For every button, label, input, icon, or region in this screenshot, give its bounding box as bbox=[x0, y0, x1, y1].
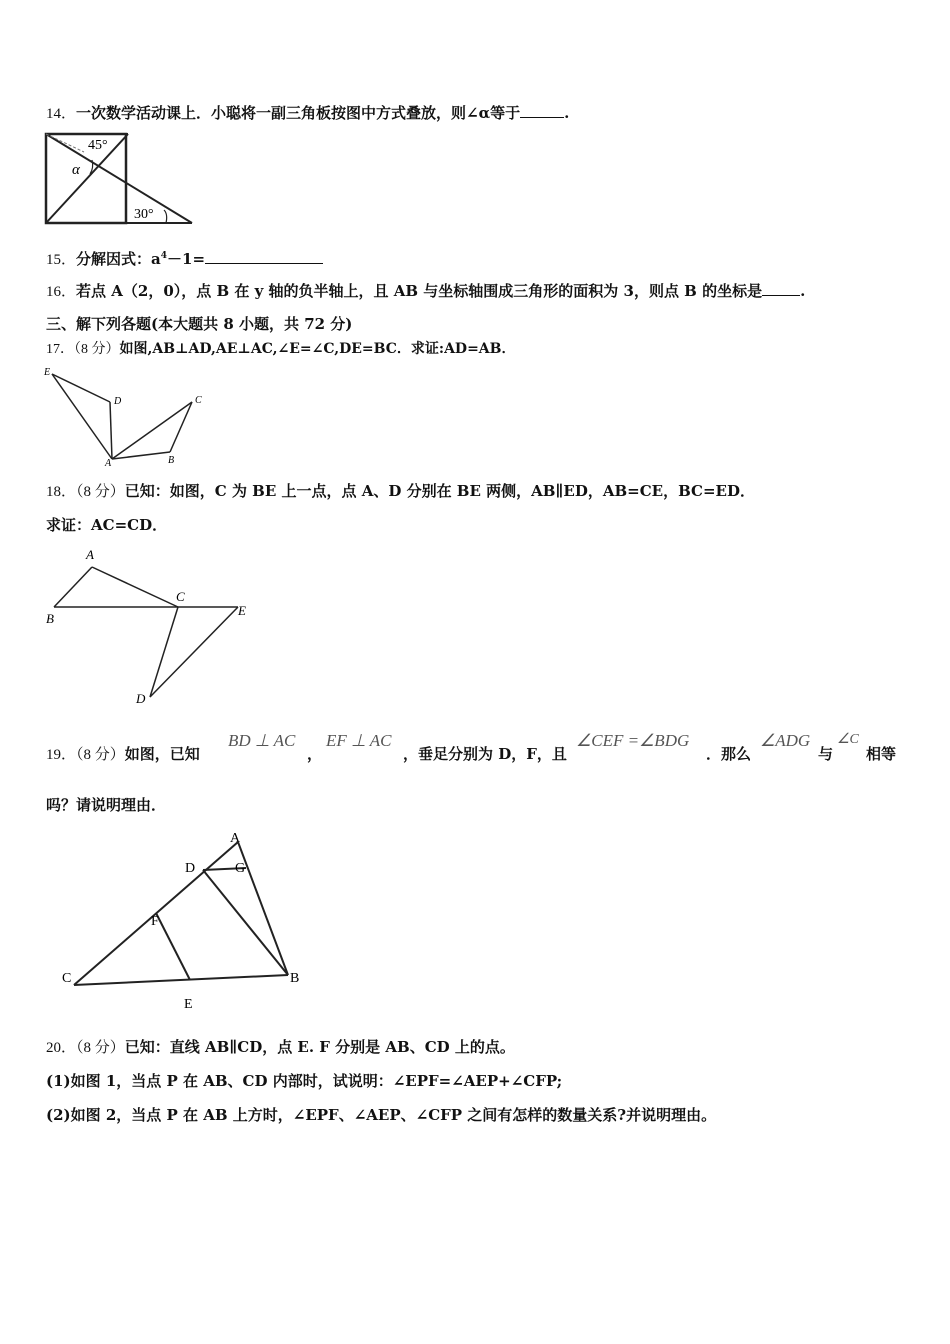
q17-label-C: C bbox=[195, 395, 202, 406]
q17-label-E: E bbox=[44, 367, 51, 378]
section-3-heading bbox=[46, 314, 352, 334]
q18-label-C: C bbox=[176, 589, 185, 604]
section-3-title: 三、解下列各题(本大题共 8 小题，共 72 分) bbox=[46, 315, 353, 333]
q17-seg-ED bbox=[52, 374, 110, 402]
q19-math-bd-perp-ac: BD ⊥ AC bbox=[228, 731, 296, 750]
q19-figure bbox=[60, 830, 320, 1015]
q14-label-alpha: α bbox=[72, 162, 80, 178]
q19-label-F: F bbox=[151, 914, 159, 929]
q20-score: （8 分） bbox=[76, 1040, 125, 1056]
q16-end: . bbox=[800, 282, 806, 300]
q20-part2 bbox=[46, 1105, 716, 1125]
q18-text: 已知：如图，C 为 BE 上一点，点 A、D 分别在 BE 两侧，AB∥ED，AB=CE，BC=ED． bbox=[124, 482, 756, 500]
question-17 bbox=[46, 339, 516, 360]
q20-text: 已知：直线 AB∥CD，点 E. F 分别是 AB、CD 上的点。 bbox=[124, 1038, 515, 1056]
q14-number: 14． bbox=[46, 106, 77, 122]
question-14 bbox=[46, 103, 569, 124]
q14-label-30: 30° bbox=[134, 207, 154, 222]
q17-seg-DA bbox=[110, 402, 112, 459]
q18-seg-DE bbox=[150, 607, 238, 697]
q18-seg-BA bbox=[54, 567, 92, 607]
q18-label-D: D bbox=[136, 691, 146, 706]
q19-label-C: C bbox=[62, 971, 72, 986]
q19-seg-CB bbox=[74, 975, 288, 985]
q19-t5: 与 bbox=[818, 745, 834, 763]
q17-label-D: D bbox=[114, 396, 122, 407]
q17-text: 如图,AB⊥AD,AE⊥AC,∠E=∠C,DE=BC．求证:AD=AB． bbox=[119, 341, 516, 357]
q19-label-E: E bbox=[184, 997, 193, 1012]
q19-math-ef-perp-ac: EF ⊥ AC bbox=[326, 731, 392, 750]
q18-label-B: B bbox=[46, 611, 54, 626]
q19-seg-AB bbox=[238, 842, 288, 975]
q19-seg-DB bbox=[203, 870, 288, 975]
q16-number: 16． bbox=[46, 284, 77, 300]
q19-label-D: D bbox=[185, 861, 196, 876]
question-19 bbox=[46, 744, 200, 765]
q15-number: 15． bbox=[46, 252, 77, 268]
q19-t4: ．那么 bbox=[706, 745, 752, 763]
q17-number: 17． bbox=[46, 342, 74, 357]
q19-number: 19． bbox=[46, 747, 77, 763]
q18-number: 18． bbox=[46, 484, 77, 500]
q17-label-A: A bbox=[105, 458, 112, 469]
q14-diagonal-45 bbox=[46, 134, 128, 223]
question-16 bbox=[46, 281, 805, 302]
q20-part1-text: (1)如图 1，当点 P 在 AB、CD 内部时，试说明：∠EPF=∠AEP+∠CFP; bbox=[46, 1072, 563, 1090]
q18-score: （8 分） bbox=[76, 484, 125, 500]
q14-arc-30 bbox=[164, 210, 167, 223]
q17-figure bbox=[42, 364, 222, 469]
q20-number: 20． bbox=[46, 1040, 77, 1056]
q18-label-A: A bbox=[86, 547, 94, 562]
q19-t1: 如图，已知 bbox=[124, 745, 200, 763]
q19-score: （8 分） bbox=[76, 747, 125, 763]
q18-figure bbox=[42, 543, 272, 708]
q14-text: 一次数学活动课上．小聪将一副三角板按图中方式叠放，则∠α等于 bbox=[76, 104, 521, 122]
question-18 bbox=[46, 481, 755, 502]
question-20 bbox=[46, 1037, 515, 1058]
q19-math-angle-adg: ∠ADG bbox=[760, 731, 811, 750]
q19-t2: ， bbox=[307, 745, 323, 763]
q18-seg-AC bbox=[92, 567, 178, 607]
q17-label-B: B bbox=[168, 455, 175, 466]
q19-label-A: A bbox=[230, 831, 241, 846]
q14-end: . bbox=[564, 104, 570, 122]
q16-answer-blank[interactable] bbox=[762, 281, 800, 296]
q15-answer-blank[interactable] bbox=[205, 249, 323, 264]
q19-line2-text: 吗？请说明理由． bbox=[46, 796, 167, 814]
q14-answer-blank[interactable] bbox=[520, 103, 564, 118]
q15-text2: －1= bbox=[167, 250, 206, 268]
q19-math-angle-cef-eq-bdg: ∠CEF =∠BDG bbox=[576, 731, 690, 750]
q19-t6: 相等 bbox=[866, 745, 897, 763]
question-15 bbox=[46, 246, 323, 270]
q18-prove: 求证：AC=CD． bbox=[46, 516, 168, 534]
q17-seg-EA bbox=[52, 374, 112, 459]
q15-exponent: 4 bbox=[160, 251, 168, 261]
q14-figure bbox=[44, 130, 204, 230]
q18-prove-line bbox=[46, 515, 167, 535]
q20-part1 bbox=[46, 1071, 562, 1091]
q19-t3: ，垂足分别为 D，F，且 bbox=[403, 745, 567, 763]
q14-hypotenuse-30 bbox=[46, 134, 192, 223]
q19-seg-FE bbox=[156, 913, 190, 980]
q18-label-E: E bbox=[238, 603, 246, 618]
q19-label-B: B bbox=[290, 971, 300, 986]
q19-math-angle-c: ∠C bbox=[837, 732, 859, 747]
q19-line2 bbox=[46, 795, 166, 815]
q19-label-G: G bbox=[235, 861, 246, 876]
q17-score: （8 分） bbox=[74, 342, 120, 357]
q16-text: 若点 A（2，0），点 B 在 y 轴的负半轴上，且 AB 与坐标轴围成三角形的面积为 3，则点 B 的坐标是 bbox=[76, 282, 763, 300]
q20-part2-text: (2)如图 2，当点 P 在 AB 上方时，∠EPF、∠AEP、∠CFP 之间有怎样的数量关系?并说明理由。 bbox=[46, 1106, 717, 1124]
q15-text: 分解因式：a bbox=[76, 250, 161, 268]
q14-label-45: 45° bbox=[88, 138, 108, 153]
